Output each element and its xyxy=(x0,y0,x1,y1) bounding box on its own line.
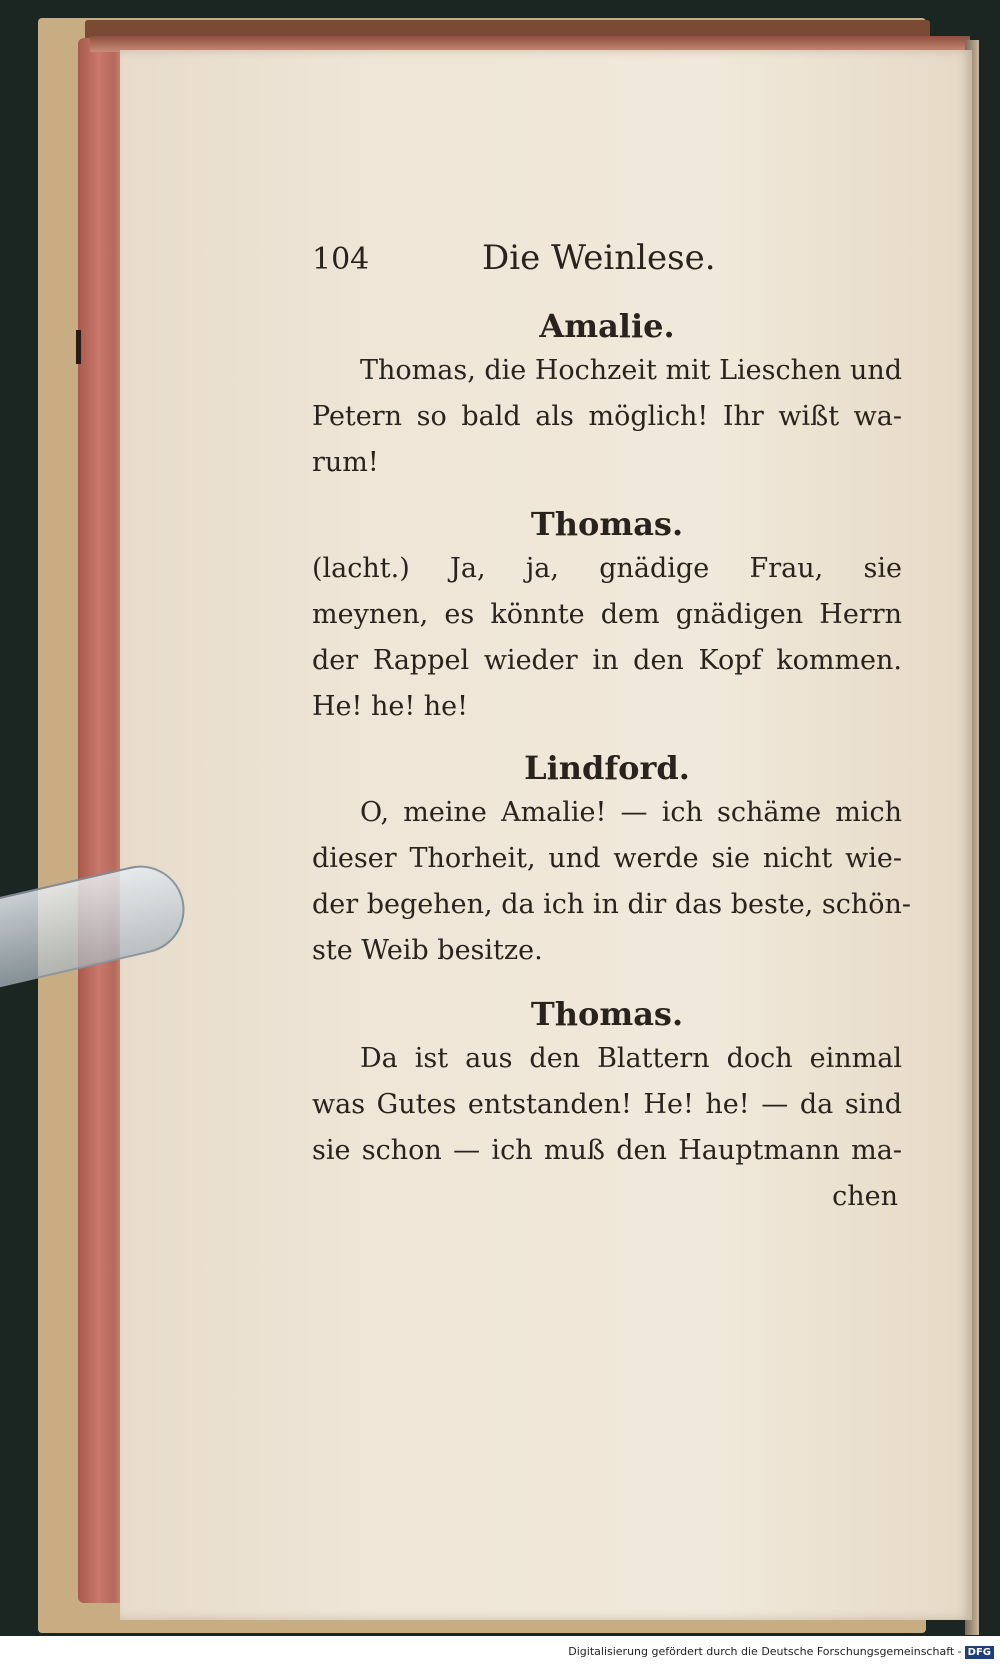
catchword: chen xyxy=(832,1181,898,1212)
speech-line: rum! xyxy=(312,447,379,478)
speech-line: dieser Thorheit, und werde sie nicht wie- xyxy=(312,843,902,874)
speech-line: Petern so bald als möglich! Ihr wißt wa- xyxy=(312,401,902,432)
speech-block xyxy=(312,348,902,486)
speech-line: sie schon — ich muß den Hauptmann ma- xyxy=(312,1135,902,1166)
page-text xyxy=(312,232,911,1220)
speaker-heading: Amalie. xyxy=(539,307,675,345)
speech-line: ste Weib besitze. xyxy=(312,935,543,966)
speech-block xyxy=(312,546,902,730)
speech-line: He! he! he! xyxy=(312,691,468,722)
credit-text: Digitalisierung gefördert durch die Deutsche Forschungsgemeinschaft - xyxy=(568,1645,962,1658)
dfg-logo: DFG xyxy=(965,1646,994,1659)
speaker-heading: Thomas. xyxy=(530,505,684,543)
speech-line: Da ist aus den Blattern doch einmal xyxy=(360,1043,902,1074)
speech-line: der Rappel wieder in den Kopf kommen. xyxy=(312,645,902,676)
speech-line: der begehen, da ich in dir das beste, schön- xyxy=(312,889,911,920)
speech-line: meynen, es könnte dem gnädigen Herrn xyxy=(312,599,902,630)
page-number: 104 xyxy=(312,242,370,277)
speech-line: Thomas, die Hochzeit mit Lieschen und xyxy=(360,355,903,386)
speech-line: O, meine Amalie! — ich schäme mich xyxy=(360,797,902,828)
speaker-heading: Lindford. xyxy=(524,749,690,787)
page-header xyxy=(312,232,902,292)
speech-block xyxy=(312,1036,902,1174)
speech-line: (lacht.) Ja, ja, gnädige Frau, sie xyxy=(312,553,902,584)
running-title: Die Weinlese. xyxy=(482,238,716,278)
digitization-credit xyxy=(568,1645,994,1659)
binding-pin xyxy=(76,330,81,364)
speech-line: was Gutes entstanden! He! he! — da sind xyxy=(312,1089,902,1120)
speaker-heading: Thomas. xyxy=(530,995,684,1033)
speech-block xyxy=(312,790,911,974)
